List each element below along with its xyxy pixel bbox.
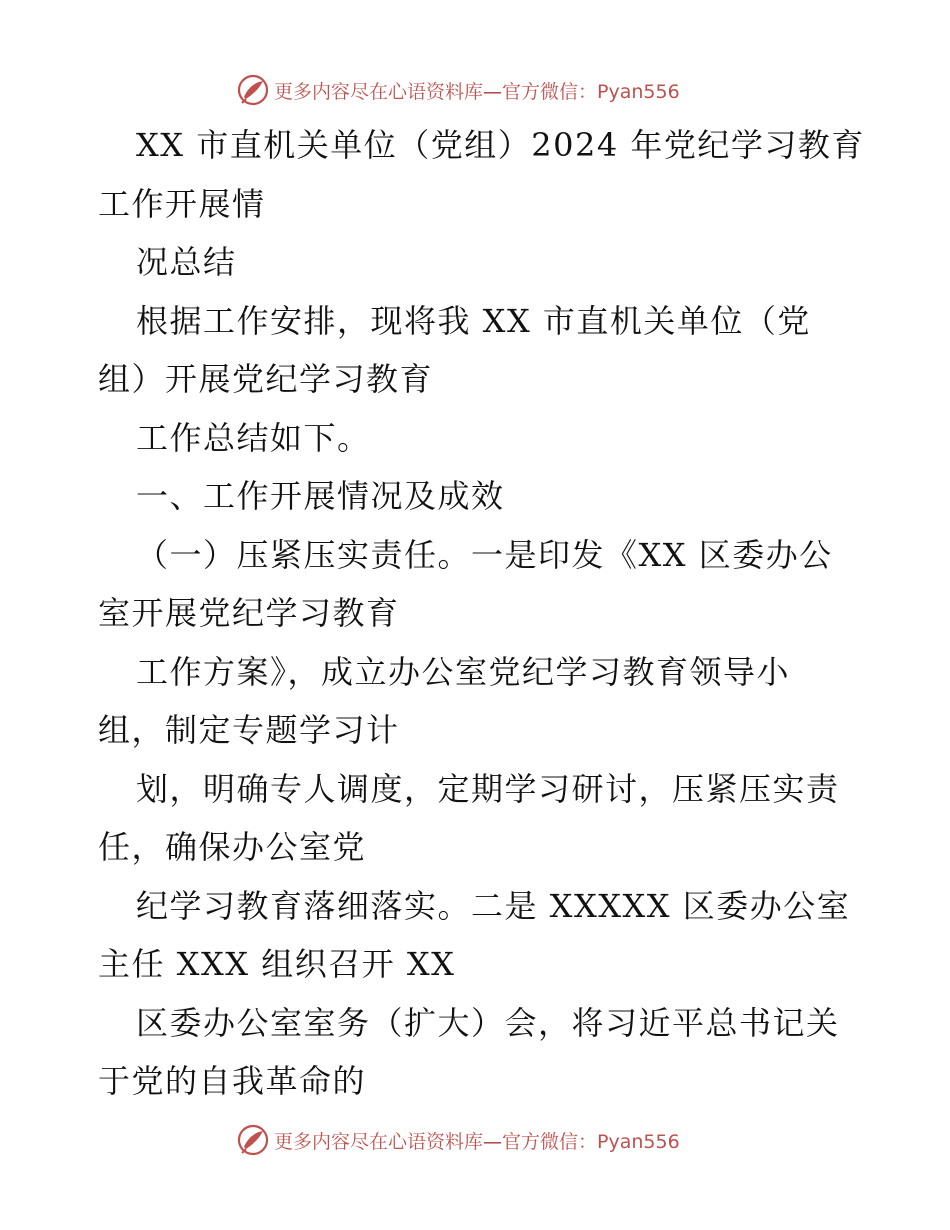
text-line: 区委办公室室务（扩大）会，将习近平总书记关	[136, 1003, 840, 1042]
text-line: 于党的自我革命的	[98, 1062, 367, 1100]
watermark-text: 更多内容尽在心语资料库	[274, 80, 484, 103]
text-line: 室开展党纪学习教育	[98, 594, 400, 632]
pen-nib-logo-icon	[236, 1123, 270, 1157]
text-line: 主任 XXX 组织召开 XX	[98, 945, 456, 983]
text-line: 根据工作安排，现将我 XX 市直机关单位（党	[136, 301, 811, 340]
watermark-separator: —	[483, 80, 503, 103]
watermark-contact: 官方微信：Pyan556	[502, 80, 680, 103]
text-line: 任，确保办公室党	[98, 828, 367, 866]
text-line: 工作开展情	[98, 184, 266, 223]
text-line: 组，制定专题学习计	[98, 711, 400, 749]
text-line: 划，明确专人调度，定期学习研讨，压紧压实责	[136, 769, 840, 808]
text-line: 组）开展党纪学习教育	[98, 360, 434, 398]
watermark-separator: —	[483, 1130, 503, 1153]
text-line: 工作方案》，成立办公室党纪学习教育领导小	[136, 652, 791, 691]
header-watermark	[236, 72, 680, 108]
section-heading: 一、工作开展情况及成效	[136, 477, 505, 515]
document-body	[98, 116, 865, 1111]
text-line: 纪学习教育落细落实。二是 XXXXX 区委办公室	[136, 886, 851, 925]
text-line: 况总结	[136, 243, 237, 281]
text-line: （一）压紧压实责任。一是印发《XX 区委办公	[136, 535, 833, 574]
text-line: XX 市直机关单位（党组）2024 年党纪学习教育	[136, 126, 865, 164]
footer-watermark	[236, 1122, 680, 1158]
pen-nib-logo-icon	[236, 73, 270, 107]
watermark-text: 更多内容尽在心语资料库	[274, 1130, 484, 1153]
text-line: 工作总结如下。	[136, 418, 371, 457]
watermark-contact: 官方微信：Pyan556	[502, 1130, 680, 1153]
